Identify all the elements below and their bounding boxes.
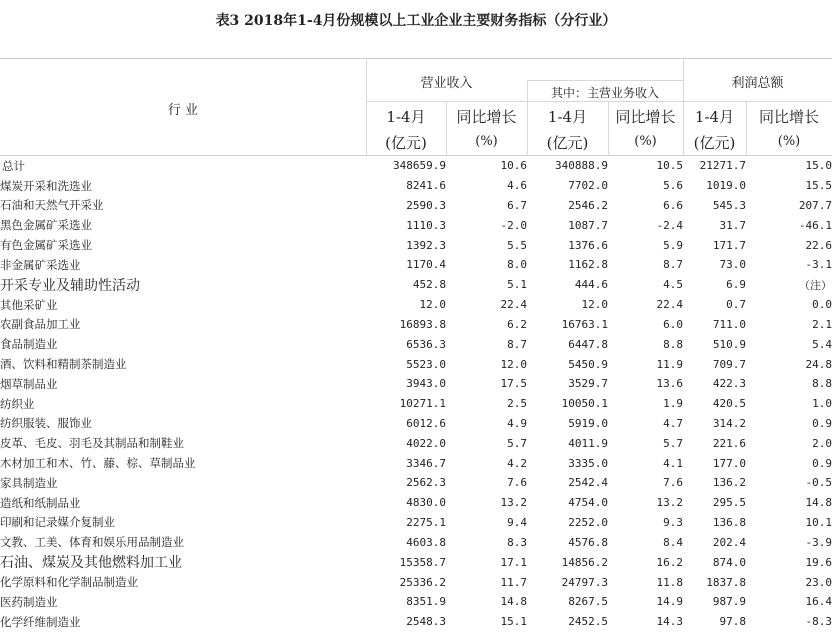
cell-profit: 171.7 [712, 238, 746, 252]
cell-rev-g: 8.7 [507, 337, 527, 351]
cell-rev-g: 5.1 [507, 278, 527, 292]
cell-profit-g: 24.8 [805, 357, 832, 371]
cell-rev-g: 8.0 [507, 258, 527, 272]
cell-profit: 420.5 [712, 397, 746, 411]
cell-profit: 0.7 [726, 298, 746, 312]
cell-profit: 711.0 [712, 317, 746, 331]
table-row [0, 552, 832, 572]
cell-profit-g: 207.7 [798, 198, 832, 212]
cell-main: 5919.0 [568, 416, 608, 430]
cell-rev: 15358.7 [399, 555, 446, 569]
cell-profit: 987.9 [712, 595, 746, 609]
cell-profit-g: 10.1 [805, 515, 832, 529]
table-row [0, 433, 832, 453]
main-pct-unit: (%) [634, 134, 657, 149]
cell-profit-g: 1.0 [812, 397, 832, 411]
cell-main: 3335.0 [568, 456, 608, 470]
cell-profit-g: 0.0 [812, 298, 832, 312]
cell-main: 1376.6 [568, 238, 608, 252]
industry-name: 家具制造业 [0, 475, 58, 490]
cell-rev: 1110.3 [406, 218, 446, 232]
cell-rev-g: 9.4 [507, 515, 527, 529]
table-row [0, 156, 832, 176]
cell-rev: 2548.3 [406, 615, 446, 629]
table-row [0, 453, 832, 473]
cell-rev-g: 13.2 [500, 496, 527, 510]
cell-main-g: -2.4 [656, 218, 683, 232]
cell-main-g: 6.0 [663, 317, 683, 331]
cell-rev-g: 10.6 [500, 159, 527, 173]
cell-profit: 31.7 [719, 218, 746, 232]
cell-profit-g: 5.4 [812, 337, 832, 351]
table-row [0, 196, 832, 216]
cell-profit: 21271.7 [699, 159, 746, 173]
cell-rev: 2562.3 [406, 476, 446, 490]
industry-name: 印刷和记录媒介复制业 [0, 515, 115, 530]
rev-pct-unit: (%) [475, 134, 498, 149]
cell-main: 10050.1 [561, 397, 608, 411]
table-row [0, 215, 832, 235]
cell-rev-g: 17.1 [500, 555, 527, 569]
cell-main: 2546.2 [568, 198, 608, 212]
cell-rev: 10271.1 [399, 397, 446, 411]
main-revenue-header: 其中：主营业务收入 [550, 86, 659, 100]
industry-name: 农副食品加工业 [0, 317, 81, 332]
table-row [0, 374, 832, 394]
table-row [0, 513, 832, 533]
revenue-header: 营业收入 [420, 76, 473, 91]
cell-profit: 97.8 [719, 615, 746, 629]
cell-rev-g: 4.6 [507, 179, 527, 193]
cell-profit: 545.3 [712, 198, 746, 212]
industry-name: 皮革、毛皮、羽毛及其制品和制鞋业 [0, 436, 184, 451]
industry-name: 化学纤维制造业 [0, 614, 81, 629]
table-row [0, 414, 832, 434]
cell-rev: 5523.0 [406, 357, 446, 371]
table-row [0, 255, 832, 275]
table-title: 表3 2018年1-4月份规模以上工业企业主要财务指标（分行业） [215, 13, 617, 29]
profit-month-header: 1-4月 [694, 108, 735, 126]
cell-rev: 1392.3 [406, 238, 446, 252]
cell-main-g: 8.4 [663, 535, 683, 549]
main-month-header: 1-4月 [547, 108, 588, 126]
cell-main: 444.6 [574, 278, 608, 292]
cell-main: 2252.0 [568, 515, 608, 529]
cell-main-g: 10.5 [656, 159, 683, 173]
profit-pct-unit: (%) [777, 134, 801, 149]
cell-rev-g: 14.8 [500, 595, 527, 609]
cell-rev: 8241.6 [406, 179, 446, 193]
industry-name: 文教、工美、体育和娱乐用品制造业 [0, 535, 184, 550]
cell-profit: 422.3 [712, 377, 746, 391]
cell-main: 4576.8 [568, 535, 608, 549]
industry-name: 造纸和纸制品业 [0, 495, 81, 510]
cell-profit: 874.0 [712, 555, 746, 569]
cell-main-g: 4.1 [663, 456, 683, 470]
cell-rev: 4603.8 [406, 535, 446, 549]
cell-profit: 314.2 [712, 416, 746, 430]
profit-yoy-header: 同比增长 [758, 108, 819, 126]
cell-main: 12.0 [581, 298, 608, 312]
divider [527, 80, 683, 81]
cell-main: 24797.3 [561, 575, 608, 589]
cell-main-g: 16.2 [656, 555, 683, 569]
cell-profit: 1837.8 [706, 575, 746, 589]
cell-profit-g: 19.6 [805, 555, 832, 569]
header-top-rule [0, 58, 832, 59]
cell-rev: 452.8 [412, 278, 446, 292]
cell-main: 16763.1 [561, 317, 608, 331]
cell-main-g: 14.9 [656, 595, 683, 609]
cell-rev: 25336.2 [399, 575, 446, 589]
table-row [0, 235, 832, 255]
cell-main: 14856.2 [561, 555, 608, 569]
cell-main: 2452.5 [568, 615, 608, 629]
cell-main: 340888.9 [555, 159, 608, 173]
industry-name: 石油、煤炭及其他燃料加工业 [0, 555, 182, 572]
cell-main: 3529.7 [568, 377, 608, 391]
industry-name: 总计 [2, 158, 25, 173]
cell-main-g: 22.4 [656, 298, 683, 312]
cell-main-g: 13.6 [656, 377, 683, 391]
cell-rev: 16893.8 [399, 317, 446, 331]
cell-main: 2542.4 [568, 476, 608, 490]
cell-profit-g: -3.9 [805, 535, 832, 549]
cell-rev-g: 5.7 [507, 436, 527, 450]
cell-profit-g: 0.9 [812, 456, 832, 470]
cell-rev: 2275.1 [406, 515, 446, 529]
cell-rev: 4830.0 [406, 496, 446, 510]
cell-rev-g: -2.0 [500, 218, 527, 232]
table-row [0, 473, 832, 493]
cell-rev: 3943.0 [406, 377, 446, 391]
cell-main: 8267.5 [568, 595, 608, 609]
main-yoy-header: 同比增长 [615, 108, 676, 126]
cell-profit-g: -3.1 [805, 258, 832, 272]
cell-profit-g: -46.1 [798, 218, 832, 232]
cell-profit-g: 8.8 [812, 377, 832, 391]
cell-profit: 709.7 [712, 357, 746, 371]
industry-name: 煤炭开采和洗选业 [0, 178, 92, 193]
cell-rev-g: 5.5 [507, 238, 527, 252]
table-row [0, 275, 832, 295]
cell-main-g: 11.9 [656, 357, 683, 371]
industry-name: 化学原料和化学制品制造业 [0, 575, 138, 590]
cell-main-g: 14.3 [656, 615, 683, 629]
cell-rev-g: 4.9 [507, 416, 527, 430]
cell-rev: 2590.3 [406, 198, 446, 212]
cell-main-g: 1.9 [663, 397, 683, 411]
industry-name: 开采专业及辅助性活动 [0, 277, 140, 294]
table-row [0, 334, 832, 354]
table-row [0, 295, 832, 315]
industry-name: 酒、饮料和精制茶制造业 [0, 357, 127, 372]
rev-month-header: 1-4月 [386, 108, 426, 126]
cell-main: 6447.8 [568, 337, 608, 351]
cell-rev-g: 4.2 [507, 456, 527, 470]
cell-rev-g: 6.7 [507, 198, 527, 212]
cell-rev: 6536.3 [406, 337, 446, 351]
profit-header: 利润总额 [731, 76, 784, 91]
cell-main-g: 6.6 [663, 198, 683, 212]
cell-profit-g: -8.3 [805, 615, 832, 629]
cell-profit: 221.6 [712, 436, 746, 450]
cell-main-g: 8.7 [663, 258, 683, 272]
cell-main-g: 13.2 [656, 496, 683, 510]
cell-main-g: 7.6 [663, 476, 683, 490]
cell-rev: 12.0 [419, 298, 446, 312]
cell-profit-g: -0.5 [805, 476, 832, 490]
cell-profit-g: 2.1 [812, 317, 832, 331]
main-unit: (亿元) [546, 134, 589, 152]
industry-name: 有色金属矿采选业 [0, 238, 92, 253]
cell-main-g: 4.5 [663, 278, 683, 292]
cell-rev-g: 2.5 [507, 397, 527, 411]
table-row [0, 572, 832, 592]
table-row [0, 394, 832, 414]
cell-rev-g: 6.2 [507, 317, 527, 331]
industry-name: 其他采矿业 [0, 297, 58, 312]
cell-main: 7702.0 [568, 179, 608, 193]
cell-main: 1162.8 [568, 258, 608, 272]
cell-profit-g: 16.4 [805, 595, 832, 609]
profit-unit: (亿元) [693, 134, 736, 152]
cell-main-g: 8.8 [663, 337, 683, 351]
table-row [0, 493, 832, 513]
rev-unit: (亿元) [385, 134, 427, 152]
cell-profit-g: 22.6 [805, 238, 832, 252]
cell-rev: 4022.0 [406, 436, 446, 450]
industry-name: 木材加工和木、竹、藤、棕、草制品业 [0, 456, 196, 471]
cell-profit: 136.8 [712, 515, 746, 529]
industry-name: 黑色金属矿采选业 [0, 218, 92, 233]
cell-profit-g: 15.0 [805, 159, 832, 173]
cell-profit-g: 0.9 [812, 416, 832, 430]
cell-rev-g: 12.0 [500, 357, 527, 371]
industry-name: 纺织服装、服饰业 [0, 416, 92, 431]
cell-rev-g: 17.5 [500, 377, 527, 391]
cell-profit: 177.0 [712, 456, 746, 470]
industry-header: 行 业 [167, 103, 199, 118]
cell-rev-g: 22.4 [500, 298, 527, 312]
rev-yoy-header: 同比增长 [456, 108, 517, 126]
table-row [0, 315, 832, 335]
cell-profit-g: 15.5 [805, 179, 832, 193]
divider [366, 101, 832, 102]
cell-profit: 510.9 [712, 337, 746, 351]
cell-rev-g: 15.1 [500, 615, 527, 629]
cell-profit: 73.0 [719, 258, 746, 272]
cell-profit: 202.4 [712, 535, 746, 549]
cell-profit: 295.5 [712, 496, 746, 510]
cell-main-g: 5.7 [663, 436, 683, 450]
cell-main-g: 5.9 [663, 238, 683, 252]
cell-rev-g: 7.6 [507, 476, 527, 490]
cell-rev: 6012.6 [406, 416, 446, 430]
cell-main-g: 5.6 [663, 179, 683, 193]
cell-main: 5450.9 [568, 357, 608, 371]
cell-profit: 136.2 [712, 476, 746, 490]
cell-profit-g: （注） [799, 278, 832, 292]
cell-profit-g: 14.8 [805, 496, 832, 510]
cell-rev: 1170.4 [406, 258, 446, 272]
cell-rev: 8351.9 [406, 595, 446, 609]
cell-rev-g: 8.3 [507, 535, 527, 549]
industry-name: 非金属矿采选业 [0, 257, 81, 272]
table-row [0, 612, 832, 632]
table-row [0, 532, 832, 552]
cell-rev: 3346.7 [406, 456, 446, 470]
cell-main: 1087.7 [568, 218, 608, 232]
cell-profit: 1019.0 [706, 179, 746, 193]
cell-main: 4011.9 [568, 436, 608, 450]
industry-name: 石油和天然气开采业 [0, 198, 104, 213]
industry-name: 食品制造业 [0, 337, 58, 352]
cell-profit-g: 2.0 [812, 436, 832, 450]
cell-profit: 6.9 [726, 278, 746, 292]
table-row [0, 176, 832, 196]
cell-main-g: 11.8 [656, 575, 683, 589]
cell-main: 4754.0 [568, 496, 608, 510]
industry-name: 纺织业 [0, 396, 35, 411]
table-row [0, 592, 832, 612]
cell-profit-g: 23.0 [805, 575, 832, 589]
cell-rev-g: 11.7 [500, 575, 527, 589]
table-row [0, 354, 832, 374]
industry-name: 医药制造业 [0, 594, 58, 609]
industry-name: 烟草制品业 [0, 376, 58, 391]
data-table [0, 156, 832, 632]
cell-main-g: 4.7 [663, 416, 683, 430]
cell-main-g: 9.3 [663, 515, 683, 529]
cell-rev: 348659.9 [393, 159, 446, 173]
